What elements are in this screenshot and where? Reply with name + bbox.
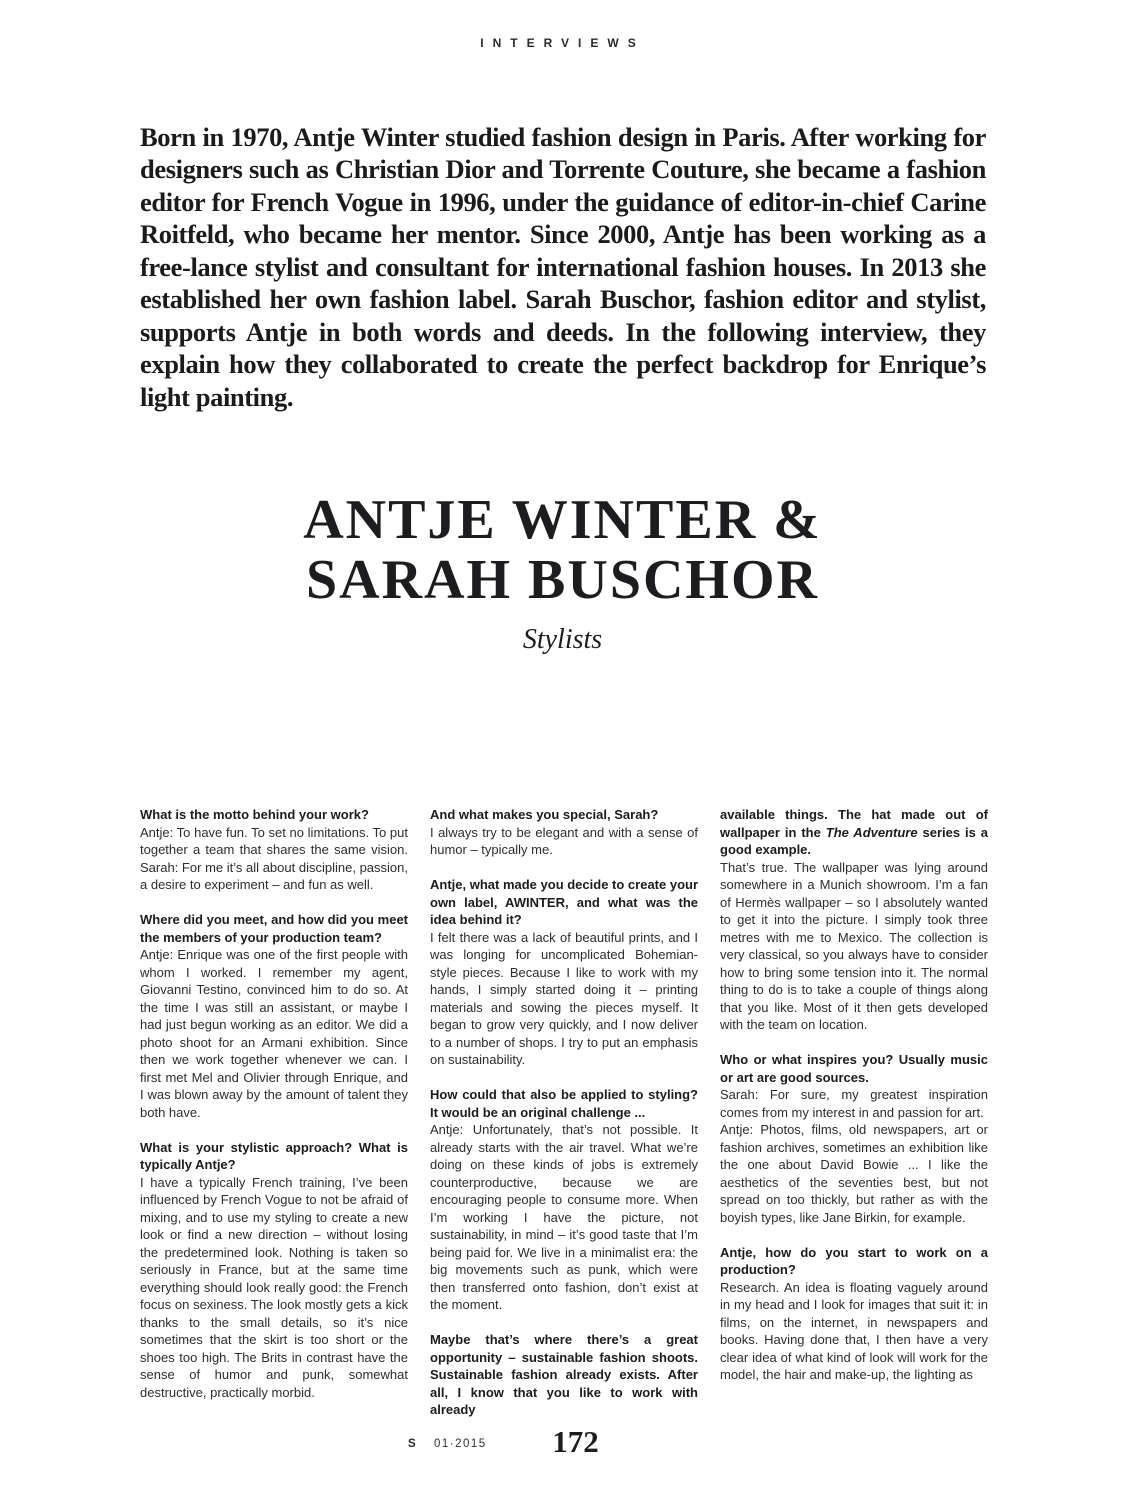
answer: Antje: Unfortunately, that’s not possible. It already starts with the air travel. What we’re doing on these kinds of jobs is extremely counterproductive, because we are encouraging people to consume more. When I’m working I have the picture, not sustainability, in mind – it’s good taste that I’m being paid for. We live in a minimalist era: the big movements such as punk, which were then transferred onto fashion, don’t exist at the moment. bbox=[430, 1122, 698, 1312]
question: Maybe that’s where there’s a great opportunity – sustainable fashion shoots. Sustainable fashion already exists. After all, I know that you like to work with already bbox=[430, 1332, 698, 1417]
page-number: 172 bbox=[552, 1424, 599, 1459]
question: How could that also be applied to styling? It would be an original challenge ... bbox=[430, 1087, 698, 1120]
interview-column-3 bbox=[720, 806, 988, 1419]
interview-columns bbox=[140, 806, 988, 1419]
answer: Antje: To have fun. To set no limitations. To put together a team that shares the same vision. Sarah: For me it’s all about discipline, passion, a desire to experiment – and fun as well. bbox=[140, 824, 408, 892]
answer: I felt there was a lack of beautiful prints, and I was longing for uncomplicated Bohemian-style pieces. Because I like to work with my hands, I simply started doing it – printing materials and sowing the pieces myself. It began to grow very quickly, and I now deliver to a number of shops. I try to put an emphasis on sustainability. bbox=[430, 929, 698, 1067]
question: What is your stylistic approach? What is typically Antje? bbox=[140, 1139, 408, 1172]
article-title-line1: ANTJE WINTER & bbox=[303, 489, 822, 551]
question: Who or what inspires you? Usually music or art are good sources. bbox=[720, 1052, 988, 1085]
answer: That’s true. The wallpaper was lying around somewhere in a Munich showroom. I’m a fan of Hermès wallpaper – so I absolutely wanted to get it into the picture. I simply took three metres with me to Mexico. The collection is very classical, so you always have to consider how to bring some tension into it. The normal thing to do is to take a couple of things along that you like. Most of it then gets developed with the team on location. bbox=[720, 859, 988, 1032]
answer: Antje: Enrique was one of the first people with whom I worked. I remember my agent, Giovanni Testino, convinced him to do so. At the time I was still an assistant, or maybe I had just begun working as an editor. We did a photo shoot for an Armani exhibition. Since then we work together whenever we can. I first met Mel and Olivier through Enrique, and I was blown away by the amount of talent they both have. bbox=[140, 947, 408, 1120]
interview-column-1 bbox=[140, 806, 408, 1419]
question-text-segment-italic: The Adventure bbox=[825, 824, 918, 840]
answer: Research. An idea is floating vaguely around in my head and I look for images that suit it: in films, on the internet, in newspapers and books. Having done that, I then have a very clear idea of what kind of look will work for the model, the hair and make-up, the lighting as bbox=[720, 1279, 988, 1382]
answer: I have a typically French training, I’ve been influenced by French Vogue to not be afraid of mixing, and to use my styling to create a new look or find a new direction – without losing the predetermined look. Nothing is taken so seriously in France, but at the same time everything should look really good: the French focus on sexiness. The look mostly gets a kick thanks to the small details, so it’s nice sometimes that the skirt is too short or the shoes too high. The Brits in contrast have the sense of humor and punk, somewhat destructive, practically morbid. bbox=[140, 1174, 408, 1400]
article-title bbox=[0, 490, 1125, 610]
question: Antje, what made you decide to create your own label, AWINTER, and what was the idea behind it? bbox=[430, 877, 699, 927]
question bbox=[720, 806, 988, 859]
intro-paragraph: Born in 1970, Antje Winter studied fashion design in Paris. After working for designers such as Christian Dior and Torrente Couture, she became a fashion editor for French Vogue in 1996, under the guidance of editor-in-chief Carine Roitfeld, who became her mentor. Since 2000, Antje has been working as a free-lance stylist and consultant for international fashion houses. In 2013 she established her own fashion label. Sarah Buschor, fashion editor and stylist, supports Antje in both words and deeds. In the following interview, they explain how they collaborated to create the perfect backdrop for Enrique’s light painting. bbox=[140, 121, 986, 412]
question: Antje, how do you start to work on a production? bbox=[720, 1244, 988, 1277]
answer: I always try to be elegant and with a sense of humor – typically me. bbox=[430, 824, 698, 857]
question: What is the motto behind your work? bbox=[140, 807, 369, 822]
question-text-segment: available things. The hat made out of wallpaper in the bbox=[720, 807, 988, 840]
interview-column-2 bbox=[430, 806, 698, 1419]
article-title-line2: SARAH BUSCHOR bbox=[306, 549, 819, 611]
magazine-mark: S bbox=[408, 1438, 417, 1450]
section-label: INTERVIEWS bbox=[480, 36, 645, 50]
answer: Sarah: For sure, my greatest inspiration comes from my interest in and passion for art. bbox=[720, 1087, 988, 1120]
question-text-segment: series is a good example. bbox=[720, 824, 989, 857]
issue-label: 01·2015 bbox=[434, 1438, 487, 1450]
answer: Antje: Photos, films, old newspapers, art or fashion archives, sometimes an exhibition like the one about David Bowie ... I like the aesthetics of the seventies best, but not spread on too thickly, but rather as with the boyish types, like Jane Birkin, for example. bbox=[720, 1122, 988, 1225]
question: And what makes you special, Sarah? bbox=[430, 807, 659, 822]
question: Where did you meet, and how did you meet the members of your production team? bbox=[140, 912, 408, 945]
article-subtitle: Stylists bbox=[522, 624, 603, 655]
